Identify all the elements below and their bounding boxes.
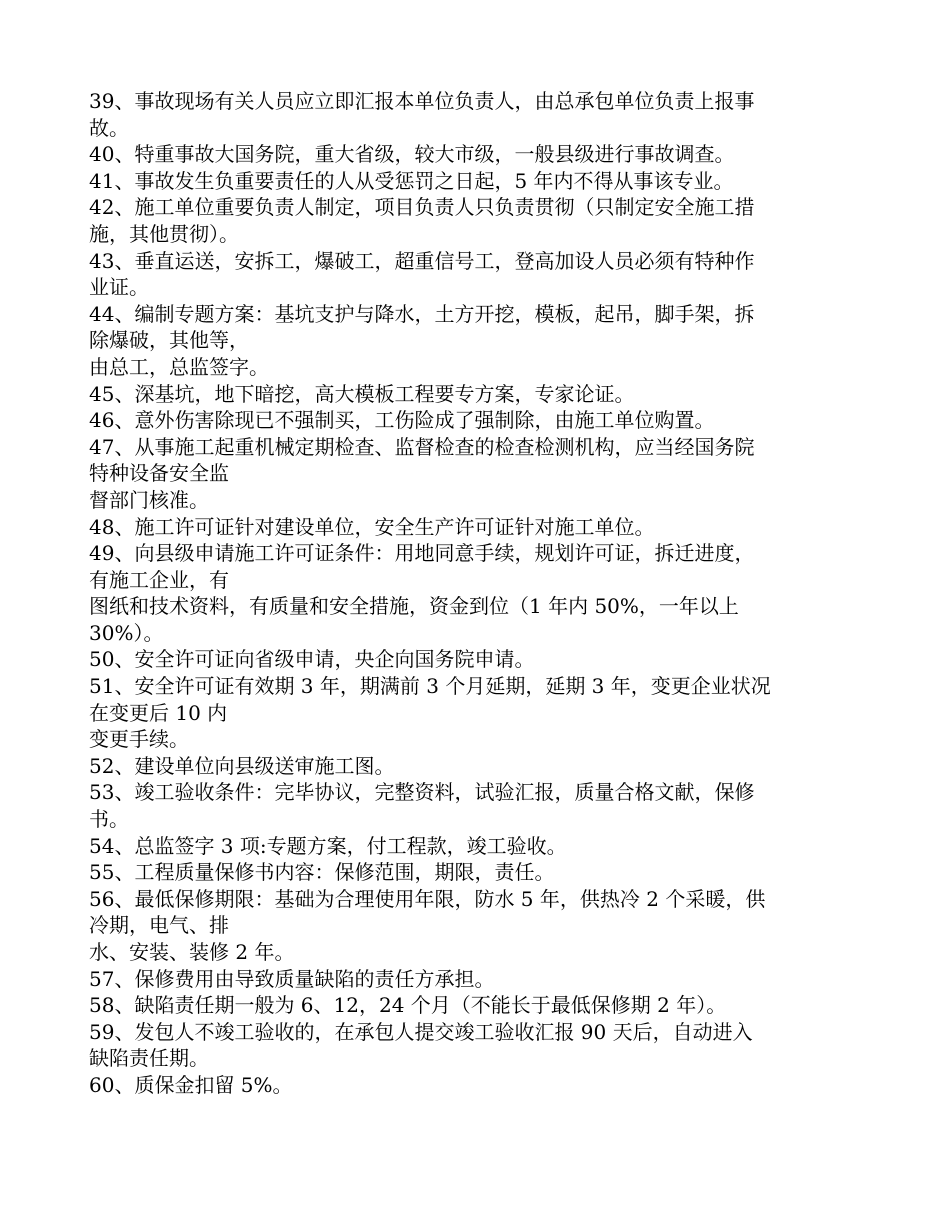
text-line: 52、建设单位向县级送审施工图。: [89, 753, 395, 778]
text-line: 43、垂直运送，安拆工，爆破工，超重信号工，登高加设人员必须有特种作: [89, 248, 755, 273]
text-line: 50、安全许可证向省级申请，央企向国务院申请。: [89, 647, 535, 672]
text-line: 45、深基坑，地下暗挖，高大模板工程要专方案，专家论证。: [89, 381, 635, 406]
text-line: 业证。: [89, 275, 149, 300]
text-line: 30%）。: [89, 620, 164, 645]
document-body: [89, 88, 864, 1099]
text-line: 特种设备安全监: [89, 461, 229, 486]
text-line: 39、事故现场有关人员应立即汇报本单位负责人，由总承包单位负责上报事: [89, 89, 755, 113]
text-line: 变更手续。: [89, 727, 189, 752]
text-line: 40、特重事故大国务院，重大省级，较大市级，一般县级进行事故调查。: [89, 142, 735, 167]
text-line: 57、保修费用由导致质量缺陷的责任方承担。: [89, 966, 495, 991]
text-line: 有施工企业，有: [89, 567, 229, 592]
text-line: 缺陷责任期。: [89, 1046, 209, 1071]
text-line: 故。: [89, 115, 129, 140]
text-line: 冷期，电气、排: [89, 913, 229, 938]
text-line: 42、施工单位重要负责人制定，项目负责人只负责贯彻（只制定安全施工措: [89, 195, 755, 220]
text-line: 由总工，总监签字。: [89, 354, 269, 379]
text-line: 53、竣工验收条件：完毕协议，完整资料，试验汇报，质量合格文献，保修: [89, 780, 755, 805]
text-line: 41、事故发生负重要责任的人从受惩罚之日起，5 年内不得从事该专业。: [89, 168, 734, 193]
text-line: 书。: [89, 807, 129, 832]
text-line: 55、工程质量保修书内容：保修范围，期限，责任。: [89, 860, 555, 885]
text-line: 48、施工许可证针对建设单位，安全生产许可证针对施工单位。: [89, 514, 655, 539]
text-line: 46、意外伤害除现已不强制买，工伤险成了强制除，由施工单位购置。: [89, 408, 715, 433]
text-line: 47、从事施工起重机械定期检查、监督检查的检查检测机构，应当经国务院: [89, 434, 755, 459]
text-line: 水、安装、装修 2 年。: [89, 940, 295, 964]
text-line: 58、缺陷责任期一般为 6、12，24 个月（不能长于最低保修期 2 年）。: [89, 993, 727, 1018]
text-line: 除爆破，其他等，: [89, 328, 249, 353]
text-line: 59、发包人不竣工验收的，在承包人提交竣工验收汇报 90 天后，自动进入: [89, 1019, 753, 1044]
text-line: 图纸和技术资料，有质量和安全措施，资金到位（1 年内 50%，一年以上: [89, 594, 739, 619]
text-line: 在变更后 10 内: [89, 700, 228, 725]
text-line: 44、编制专题方案：基坑支护与降水，土方开挖，模板，起吊，脚手架，拆: [89, 301, 755, 326]
text-line: 56、最低保修期限：基础为合理使用年限，防水 5 年，供热冷 2 个采暖，供: [89, 886, 766, 911]
text-line: 60、质保金扣留 5%。: [89, 1072, 293, 1097]
text-line: 施，其他贯彻）。: [89, 221, 239, 246]
text-line: 督部门核准。: [89, 487, 209, 512]
text-line: 51、安全许可证有效期 3 年，期满前 3 个月延期，延期 3 年，变更企业状况: [89, 674, 771, 699]
text-line: 49、向县级申请施工许可证条件：用地同意手续，规划许可证，拆迁进度，: [89, 541, 755, 566]
text-line: 54、总监签字 3 项:专题方案，付工程款，竣工验收。: [89, 833, 567, 858]
